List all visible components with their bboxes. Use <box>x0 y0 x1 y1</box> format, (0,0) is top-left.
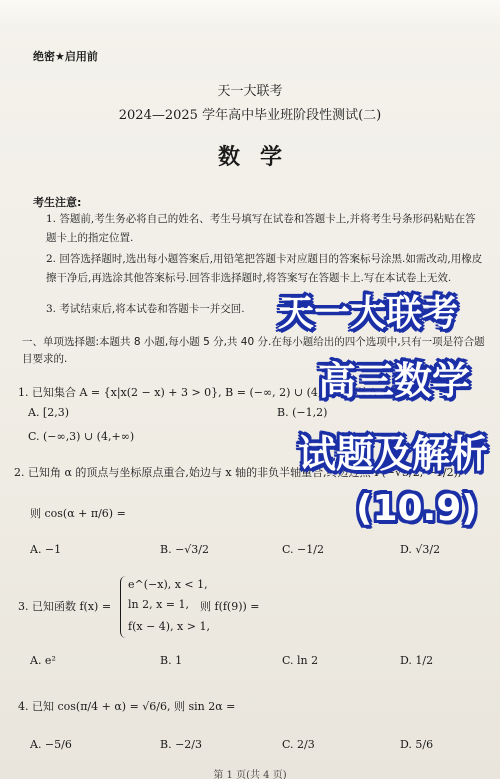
question-3-case-3: f(x − 4), x > 1, <box>128 620 210 633</box>
section-heading: 一、单项选择题:本题共 8 小题,每小题 5 分,共 40 分.在每小题给出的四个选项中,只有一项是符合题目要求的. <box>22 336 485 365</box>
question-1-option-c: C. (−∞,3) ∪ (4,+∞) <box>28 430 135 443</box>
question-3-option-d: D. 1/2 <box>400 654 434 667</box>
page-footer: 第 1 页(共 4 页) <box>213 770 287 779</box>
question-1-stem: 1. 已知集合 A = {x|x(2 − x) + 3 > 0}, B = (−∞, 2) ∪ (4, +∞), 则 A ∩ B = <box>18 386 415 399</box>
overlay-line-1: 天一大联考 <box>278 293 459 334</box>
overlay-line-4: (10.9) <box>356 488 478 529</box>
question-3-option-a: A. e² <box>30 654 56 667</box>
exam-title: 2024—2025 学年高中毕业班阶段性测试(二) <box>118 108 382 123</box>
question-3-option-c: C. ln 2 <box>282 654 319 667</box>
notice-item-1: 1. 答题前,考生务必将自己的姓名、考生号填写在试卷和答题卡上,并将考生号条形码粘贴在答题卡上的指定位置. <box>46 213 476 244</box>
question-2-stem-2: 则 cos(α + π/6) = <box>30 507 126 520</box>
question-1-option-b: B. (−1,2) <box>277 406 328 419</box>
overlay-line-2: 高三数学 <box>318 359 471 403</box>
subject-title: 数学 <box>217 144 302 170</box>
question-4-stem: 4. 已知 cos(π/4 + α) = √6/6, 则 sin 2α = <box>18 700 236 713</box>
question-4-option-b: B. −2/3 <box>160 738 202 751</box>
question-1-option-a: A. [2,3) <box>28 406 70 419</box>
notice-item-2: 2. 回答选择题时,选出每小题答案后,用铅笔把答题卡对应题目的答案标号涂黑.如需改动,用橡皮擦干净后,再选涂其他答案标号.回答非选择题时,将答案写在答题卡上.写在本试卷上无效. <box>46 253 483 284</box>
question-3-tail: 则 f(f(9)) = <box>200 600 260 613</box>
brand-title: 天一大联考 <box>217 84 283 99</box>
question-3-stem: 3. 已知函数 f(x) = <box>18 600 112 613</box>
question-4-option-d: D. 5/6 <box>400 738 434 751</box>
question-3-case-2: ln 2, x = 1, <box>128 598 189 611</box>
overlay-line-3: 试题及解析 <box>298 432 489 476</box>
secret-label: 绝密★启用前 <box>33 50 98 63</box>
question-2-option-b: B. −√3/2 <box>160 543 210 556</box>
notice-item-3: 3. 考试结束后,将本试卷和答题卡一并交回. <box>46 303 245 315</box>
question-4-option-c: C. 2/3 <box>282 738 315 751</box>
question-2-stem: 2. 已知角 α 的顶点与坐标原点重合,始边与 x 轴的非负半轴重合,终边过点 P(−√3/2, −1/2), <box>14 466 462 479</box>
notice-heading: 考生注意: <box>33 196 82 209</box>
question-2-option-a: A. −1 <box>30 543 62 556</box>
question-2-option-d: D. √3/2 <box>400 543 441 556</box>
question-4-option-a: A. −5/6 <box>30 738 72 751</box>
top-band <box>0 0 500 28</box>
question-2-option-c: C. −1/2 <box>282 543 324 556</box>
question-3-case-1: e^(−x), x < 1, <box>128 578 208 591</box>
question-3-option-b: B. 1 <box>160 654 183 667</box>
